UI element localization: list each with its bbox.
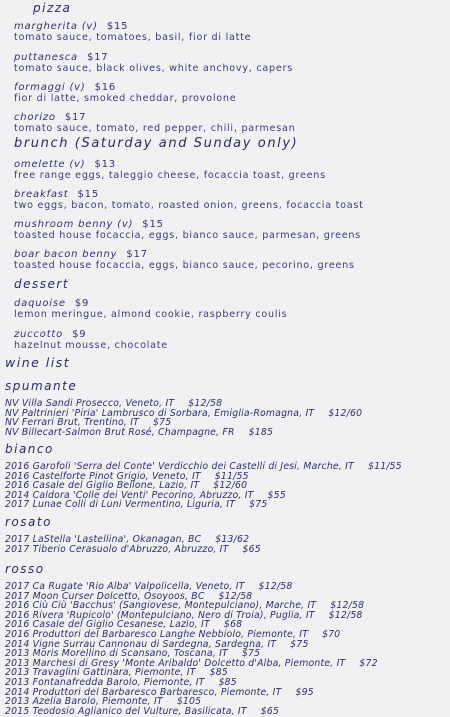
wine-row: 2016 Casale del Giglio Cesanese, Lazio, IT $68 bbox=[5, 619, 243, 631]
menu-item-desc: fior di latte, smoked cheddar, provolone bbox=[14, 93, 237, 104]
menu-item-name: daquoise $9 bbox=[14, 298, 90, 309]
wine-row: 2013 Azelia Barolo, Piemonte, IT $105 bbox=[5, 696, 202, 708]
wine-group-rosso bbox=[5, 582, 378, 716]
wine-row: 2013 Moris Morellino di Scansano, Toscana, IT $75 bbox=[5, 648, 261, 660]
wine-row: 2014 Caldora 'Colle dei Venti' Pecorino, Abruzzo, IT $55 bbox=[5, 489, 286, 501]
menu-item-name: margherita (v) $15 bbox=[14, 21, 129, 32]
menu-item-desc: tomato sauce, tomato, red pepper, chili, parmesan bbox=[14, 123, 296, 134]
wine-row: 2013 Fontanafredda Barolo, Piemonte, IT $85 bbox=[5, 676, 237, 688]
menu-item-name: boar bacon benny $17 bbox=[14, 249, 148, 260]
wine-group-bianco bbox=[5, 462, 402, 510]
menu-item-desc: hazelnut mousse, chocolate bbox=[14, 340, 168, 351]
menu-item-name: omelette (v) $13 bbox=[14, 159, 116, 170]
wine-row: 2017 Lunae Colli di Luni Vermentino, Liguria, IT $75 bbox=[5, 499, 268, 511]
wine-row: NV Ferrari Brut, Trentino, IT $75 bbox=[5, 417, 172, 429]
wine-group-spumante bbox=[5, 399, 362, 437]
wine-row: 2017 Tiberio Cerasuolo d'Abruzzo, Abruzzo, IT $65 bbox=[5, 543, 261, 555]
menu-item-desc: toasted house focaccia, eggs, bianco sauce, parmesan, greens bbox=[14, 230, 361, 241]
wine-row: 2016 Produttori del Barbaresco Langhe Nebbiolo, Piemonte, IT $70 bbox=[5, 628, 341, 640]
wine-subheading-rosato: rosato bbox=[5, 515, 52, 529]
wine-subheading-rosso: rosso bbox=[5, 562, 45, 576]
section-heading-dessert: dessert bbox=[14, 277, 70, 291]
wine-row: 2016 Casale del Giglio Bellone, Lazio, IT $12/60 bbox=[5, 480, 248, 492]
wine-subheading-spumante: spumante bbox=[5, 379, 78, 393]
menu-item-name: formaggi (v) $16 bbox=[14, 82, 117, 93]
wine-row: NV Billecart-Salmon Brut Rosé, Champagne, FR $185 bbox=[5, 426, 274, 438]
wine-row: 2014 Vigne Surrau Cannonau di Sardegna, Sardegna, IT $75 bbox=[5, 638, 309, 650]
menu-item-name: breakfast $15 bbox=[14, 189, 100, 200]
wine-row: 2017 Ca Rugate 'Rio Alba' Valpolicella, Veneto, IT $12/58 bbox=[5, 581, 293, 592]
wine-group-rosato bbox=[5, 535, 261, 554]
wine-row: 2016 Castelforte Pinot Grigio, Veneto, IT $11/55 bbox=[5, 470, 249, 482]
wine-row: NV Villa Sandi Prosecco, Veneto, IT $12/58 bbox=[5, 398, 223, 409]
menu-item-desc: free range eggs, taleggio cheese, focaccia toast, greens bbox=[14, 170, 326, 181]
wine-row: 2016 Ciù Ciù 'Bacchus' (Sangiovese, Montepulciano), Marche, IT $12/58 bbox=[5, 600, 365, 612]
wine-row: 2016 Garofoli 'Serra del Conte' Verdicchio dei Castelli di Jesi, Marche, IT $11/55 bbox=[5, 461, 402, 472]
menu-item-name: puttanesca $17 bbox=[14, 52, 109, 63]
wine-row: 2015 Teodosio Aglianico del Vulture, Basilicata, IT $65 bbox=[5, 705, 280, 717]
section-heading-pizza: pizza bbox=[33, 1, 72, 15]
menu-item-name: mushroom benny (v) $15 bbox=[14, 219, 164, 230]
wine-row: 2016 Rivera 'Rupicolo' (Montepulciano, Nero di Troia), Puglia, IT $12/58 bbox=[5, 609, 363, 621]
wine-row: 2013 Travaglini Gattinara, Piemonte, IT $85 bbox=[5, 667, 228, 679]
menu-item-desc: two eggs, bacon, tomato, roasted onion, greens, focaccia toast bbox=[14, 200, 364, 211]
menu-item-desc: tomato sauce, tomatoes, basil, fior di latte bbox=[14, 32, 252, 43]
menu-item-desc: tomato sauce, black olives, white anchovy, capers bbox=[14, 63, 293, 74]
wine-subheading-bianco: bianco bbox=[5, 442, 54, 456]
wine-row: 2013 Marchesi di Gresy 'Monte Aribaldo' Dolcetto d'Alba, Piemonte, IT $72 bbox=[5, 657, 378, 669]
menu-item-name: zuccotto $9 bbox=[14, 329, 87, 340]
wine-row: 2014 Produttori del Barbaresco Barbaresco, Piemonte, IT $95 bbox=[5, 686, 314, 698]
section-heading-brunch: brunch (Saturday and Sunday only) bbox=[14, 136, 299, 151]
menu-item-desc: lemon meringue, almond cookie, raspberry coulis bbox=[14, 309, 288, 320]
menu-item-name: chorizo $17 bbox=[14, 112, 87, 123]
wine-list-heading: wine list bbox=[5, 355, 71, 370]
menu-item-desc: toasted house focaccia, eggs, bianco sauce, pecorino, greens bbox=[14, 260, 355, 271]
wine-row: NV Paltrinieri 'Piria' Lambrusco di Sorbara, Emiglia-Romagna, IT $12/60 bbox=[5, 407, 363, 419]
wine-row: 2017 Moon Curser Dolcetto, Osoyoos, BC $12/58 bbox=[5, 590, 253, 602]
wine-row: 2017 LaStella 'Lastellina', Okanagan, BC $13/62 bbox=[5, 534, 250, 545]
